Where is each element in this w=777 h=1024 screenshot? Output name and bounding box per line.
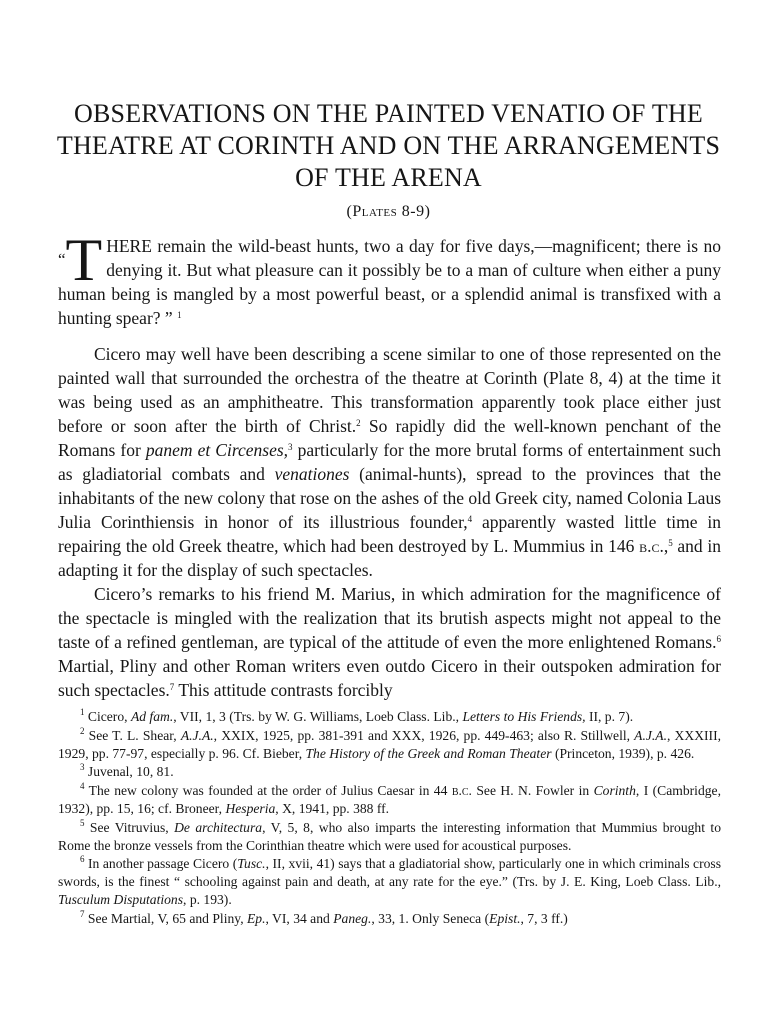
citation-title: Ad fam. <box>130 709 174 724</box>
citation-title: Corinth <box>593 783 636 799</box>
body-text <box>58 342 721 702</box>
footnote-1 <box>58 708 721 726</box>
text: This attitude contrasts forcibly <box>174 680 393 700</box>
text: , 33, 1. Only Seneca ( <box>371 910 490 926</box>
text: and in adapting it for the display of such spectacles. <box>58 536 722 580</box>
text: So rapidly did the well-known penchant of the Romans for <box>58 416 721 460</box>
plates-reference: (Plates 8-9) <box>346 203 431 220</box>
text: See T. L. Shear, <box>84 727 181 743</box>
era-abbreviation: b.c. <box>451 783 472 799</box>
italic-phrase: panem et Circenses, <box>145 440 289 460</box>
footnote-number: 7 <box>80 908 85 919</box>
text: , X, 1941, pp. 388 ff. <box>275 800 390 816</box>
paragraph <box>58 342 721 582</box>
citation-title: Paneg. <box>333 910 372 926</box>
text: Cicero may well have been describing a scene similar to one of those represented on the painted wall that surrounded the orchestra of the theatre at Corinth (Plate 8, 4) at the time it was being used as an amphitheatre. This transformation apparently took place either just before or soon after the birth of Christ. <box>58 344 721 436</box>
text: , VII, 1, 3 (Trs. by W. G. Williams, Loeb Class. Lib., <box>173 709 463 724</box>
citation-title: Ep. <box>247 910 266 926</box>
citation-title: Tusculum Disputations <box>58 891 184 907</box>
text: , p. 193). <box>183 891 232 907</box>
citation-title: De architectura <box>174 819 263 835</box>
citation-title: Epist. <box>489 910 521 926</box>
italic-term: venationes <box>274 464 350 484</box>
text: Juvenal, 10, 81. <box>84 764 174 780</box>
footnote-6 <box>58 855 721 908</box>
footnote-ref-7[interactable]: 7 <box>169 682 175 692</box>
text: See Martial, V, 65 and Pliny, <box>84 910 247 926</box>
text: particularly for the more brutal forms of entertainment such as gladiatorial combats and <box>58 440 721 484</box>
citation-title: A.J.A. <box>634 727 668 743</box>
text: In another passage Cicero ( <box>84 856 238 872</box>
footnote-number: 4 <box>80 781 85 792</box>
text: , XXIX, 1925, pp. 381-391 and XXX, 1926, pp. 449-463; also R. Stillwell, <box>213 727 635 743</box>
drop-cap <box>58 227 106 293</box>
article-title: OBSERVATIONS ON THE PAINTED VENATIO OF THE THEATRE AT CORINTH AND ON THE ARRANGEMENTS OF THE ARENA <box>56 99 721 192</box>
quotation-text: HERE remain the wild-beast hunts, two a day for five days,—magnificent; there is no denying it. But what pleasure can it possibly be to a man of culture when either a puny human being is mangled by a most powerful beast, or a splendid animal is transfixed with a hunting spear? ” <box>58 236 721 328</box>
text: The new colony was founded at the order of Julius Caesar in 44 <box>84 783 452 799</box>
footnote-7 <box>58 910 721 928</box>
footnote-number: 5 <box>80 817 85 828</box>
citation-title: Hesperia <box>225 800 276 816</box>
footnote-ref-2[interactable]: 2 <box>356 418 361 428</box>
citation-title: Letters to His Friends, <box>462 709 586 724</box>
text: , V, 5, 8, who also imparts the interesting information that Mummius brought to Rome the bronze vessels from the Corinthian theatre which were used for acoustical purposes. <box>58 819 722 853</box>
era-abbreviation: b.c., <box>639 536 669 556</box>
text: (Princeton, 1939), p. 426. <box>551 745 695 761</box>
text: apparently wasted little time in repairing the old Greek theatre, which had been destroyed by L. Mummius in 146 <box>58 512 722 556</box>
footnote-3 <box>58 763 721 781</box>
text: Martial, Pliny and other Roman writers even outdo Cicero in their outspoken admiration for such spectacles. <box>58 656 721 700</box>
citation-title: The History of the Greek and Roman Theater <box>305 745 552 761</box>
text: II, p. 7). <box>585 709 634 724</box>
citation-title: Tusc. <box>237 856 266 872</box>
footnote-5 <box>58 819 721 855</box>
paragraph <box>58 582 721 702</box>
text: , I (Cambridge, 1932), pp. 15, 16; cf. Broneer, <box>58 783 721 816</box>
text: Cicero, <box>84 709 131 724</box>
text: See H. N. Fowler in <box>471 783 594 799</box>
footnote-ref-6[interactable]: 6 <box>716 634 721 644</box>
text: , VI, 34 and <box>265 910 334 926</box>
footnote-ref-1[interactable]: 1 <box>177 310 182 320</box>
opening-quotation <box>58 227 721 330</box>
footnote-ref-4[interactable]: 4 <box>467 514 473 524</box>
footnote-number: 1 <box>80 707 85 717</box>
text: See Vitruvius, <box>84 819 175 835</box>
citation-title: A.J.A. <box>180 727 214 743</box>
text: , XXXIII, 1929, pp. 77-97, especially p. 96. Cf. Bieber, <box>58 727 721 761</box>
footnotes <box>58 708 721 929</box>
footnote-number: 2 <box>80 725 85 736</box>
text: , II, xvii, 41) says that a gladiatorial show, particularly one in which criminals cross swords, is the finest “ schooling against pain and death, at any rate for the eye.” (Trs. by J. E. King, Loeb Class. Lib., <box>58 856 721 890</box>
footnote-ref-5[interactable]: 5 <box>668 538 673 548</box>
text: , 7, 3 ff.) <box>520 910 568 926</box>
text: Cicero’s remarks to his friend M. Marius, in which admiration for the magnificence of the spectacle is mingled with the realization that its brutish aspects might not appeal to the taste of a refined gentleman, are typical of the attitude of even the more enlightened Romans. <box>58 584 721 652</box>
text: (animal-hunts), spread to the provinces that the inhabitants of the new colony that rose on the ashes of the old Greek city, named Colonia Laus Julia Corinthiensis in honor of its illustrious founder, <box>58 464 721 532</box>
opening-quote-mark: “ <box>58 250 66 269</box>
drop-cap-letter: T <box>65 227 103 293</box>
footnote-4 <box>58 782 721 818</box>
footnote-2 <box>58 727 721 763</box>
footnote-ref-3[interactable]: 3 <box>288 442 293 452</box>
footnote-number: 6 <box>80 854 85 865</box>
footnote-number: 3 <box>80 762 85 773</box>
